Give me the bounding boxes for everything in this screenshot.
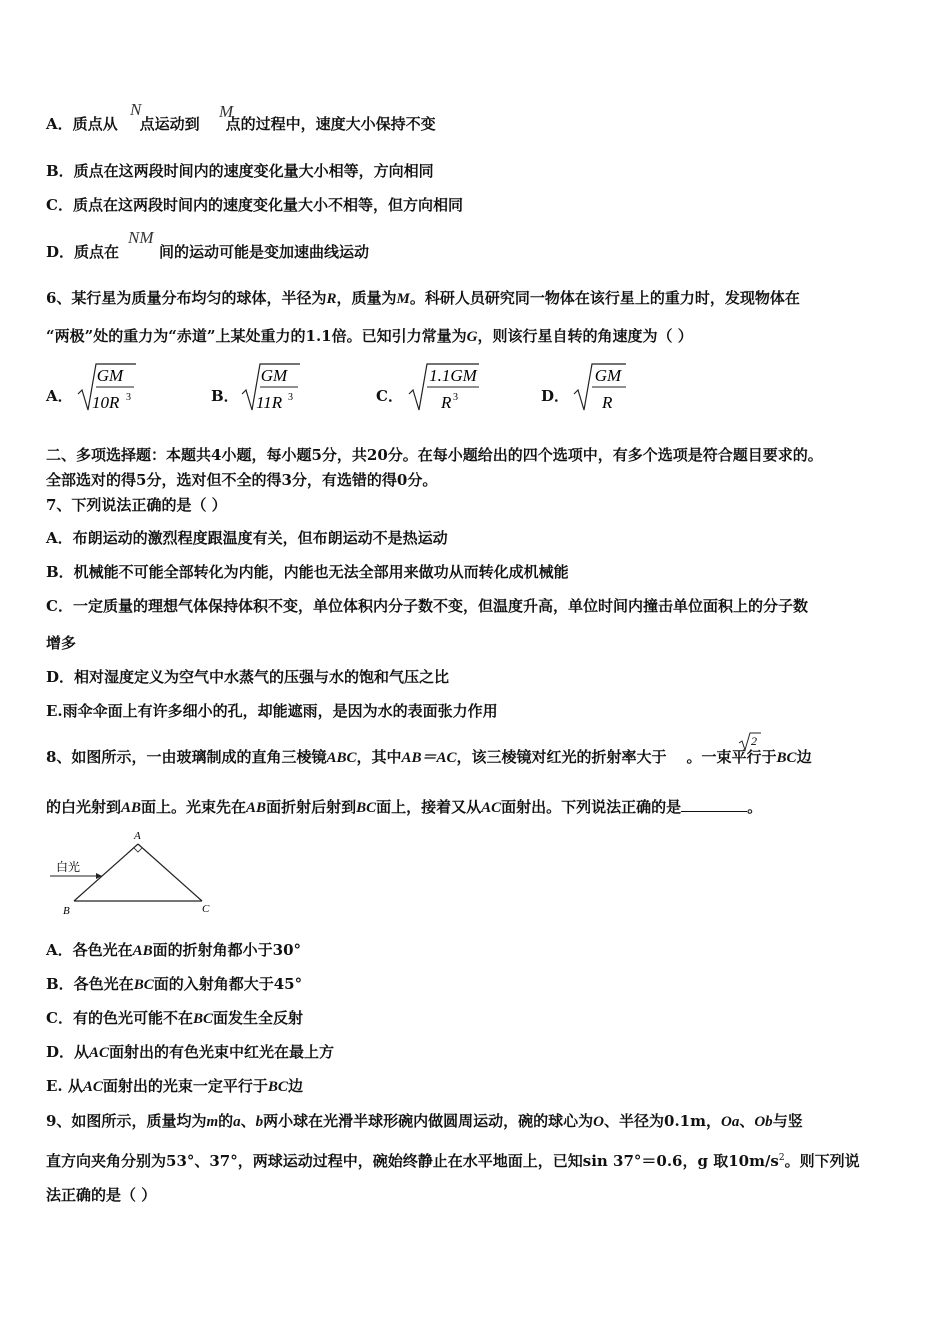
- symbol-nm: NM: [128, 228, 154, 247]
- q8-sqrt2: [738, 731, 762, 753]
- q6-c-denominator: R: [441, 393, 452, 412]
- q7-option-b: B．机械能不可能全部转化为内能，内能也无法全部用来做功从而转化成机械能: [46, 563, 569, 581]
- q8-option-e: E. 从AC面射出的光束一定平行于BC边: [46, 1077, 303, 1095]
- q5-option-a: A．质点从 点运动到 点的过程中，速度大小保持不变: [46, 115, 436, 133]
- q6-option-a-label: A．: [46, 387, 73, 405]
- q5-option-b: B．质点在这两段时间内的速度变化量大小相等，方向相同: [46, 162, 434, 180]
- section2-heading-line2: 全部选对的得5分，选对但不全的得3分，有选错的得0分。: [46, 471, 438, 489]
- q6-option-d-formula: [572, 360, 630, 414]
- q6-c-numerator: 1.1GM: [429, 366, 477, 385]
- q7-stem: 7、下列说法正确的是（ ）: [46, 496, 227, 514]
- q6-option-b-formula: [240, 360, 310, 414]
- q7-option-c-line2: 增多: [46, 634, 77, 652]
- q6-option-c-formula: [407, 360, 483, 414]
- q8-option-d: D．从AC面射出的有色光束中红光在最上方: [46, 1043, 335, 1061]
- q9-stem-line1: 9、如图所示，质量均为m的a、b两小球在光滑半球形碗内做圆周运动，碗的球心为O、半径为0.1m，Oa、Ob与竖: [46, 1112, 803, 1130]
- prism-side-ab: [74, 844, 138, 901]
- vertex-a-label: A: [134, 830, 141, 842]
- q6-d-denominator: R: [602, 393, 613, 412]
- q5-option-c: C．质点在这两段时间内的速度变化量大小不相等，但方向相同: [46, 196, 463, 214]
- q8-option-a: A．各色光在AB面的折射角都小于30°: [46, 941, 302, 959]
- q8-stem-line2: 的白光射到AB面上。光束先在AB面折射后射到BC面上，接着又从AC面射出。下列说法正确的是 。: [46, 798, 763, 816]
- vertex-b-label: B: [63, 905, 70, 917]
- q6-d-numerator: GM: [594, 366, 622, 385]
- q6-b-numerator: GM: [260, 366, 288, 385]
- q6-a-exponent: 3: [126, 392, 131, 403]
- q6-option-b-label: B．: [211, 387, 239, 405]
- right-angle-mark: [134, 848, 142, 852]
- q9-stem-line2: 直方向夹角分别为53°、37°，两球运动过程中，碗始终静止在水平地面上，已知sin 37°＝0.6，g 取$10m/s^2$。则下列说: [46, 1152, 860, 1170]
- prism-figure: [48, 826, 218, 920]
- q6-a-denominator: 10R: [92, 393, 120, 412]
- symbol-m: M: [219, 102, 234, 121]
- q6-stem-line1: 6、某行星为质量分布均匀的球体，半径为R，质量为M。科研人员研究同一物体在该行星上的重力时，发现物体在: [46, 289, 800, 307]
- q5-option-d: D．质点在 间的运动可能是变加速曲线运动: [46, 243, 370, 261]
- light-label: 白光: [56, 860, 81, 874]
- q6-b-denominator: 11R: [256, 393, 283, 412]
- section2-heading-line1: 二、多项选择题：本题共4小题，每小题5分，共20分。在每小题给出的四个选项中，有多个选项是符合题目要求的。: [46, 446, 823, 464]
- q7-option-d: D．相对湿度定义为空气中水蒸气的压强与水的饱和气压之比: [46, 668, 450, 686]
- q6-a-numerator: GM: [96, 366, 124, 385]
- q8-option-c: C．有的色光可能不在BC面发生全反射: [46, 1009, 303, 1027]
- vertex-c-label: C: [202, 903, 210, 915]
- prism-side-ac: [138, 844, 202, 901]
- q6-b-exponent: 3: [288, 392, 293, 403]
- q8-stem-line1: 8、如图所示，一由玻璃制成的直角三棱镜ABC，其中AB＝AC，该三棱镜对红光的折射率大于 。一束平行于BC边: [46, 748, 812, 766]
- q7-option-a: A．布朗运动的激烈程度跟温度有关，但布朗运动不是热运动: [46, 529, 448, 547]
- answer-blank[interactable]: [681, 797, 747, 812]
- q9-stem-line3: 法正确的是（ ）: [46, 1186, 157, 1204]
- q6-option-d-label: D．: [541, 387, 570, 405]
- q6-option-c-label: C．: [376, 387, 403, 405]
- q7-option-e: E.雨伞伞面上有许多细小的孔，却能遮雨，是因为水的表面张力作用: [46, 702, 498, 720]
- q6-option-a-formula: [76, 360, 146, 414]
- q8-sqrt2-value: 2: [751, 734, 757, 748]
- q6-stem-line2: “两极”处的重力为“赤道”上某处重力的1.1倍。已知引力常量为G，则该行星自转的角速度为（ ）: [46, 327, 693, 345]
- q6-c-exponent: 3: [453, 392, 458, 403]
- q7-option-c-line1: C．一定质量的理想气体保持体积不变，单位体积内分子数不变，但温度升高，单位时间内撞击单位面积上的分子数: [46, 597, 808, 615]
- q8-option-b: B．各色光在BC面的入射角都大于45°: [46, 975, 303, 993]
- symbol-n: N: [130, 100, 142, 119]
